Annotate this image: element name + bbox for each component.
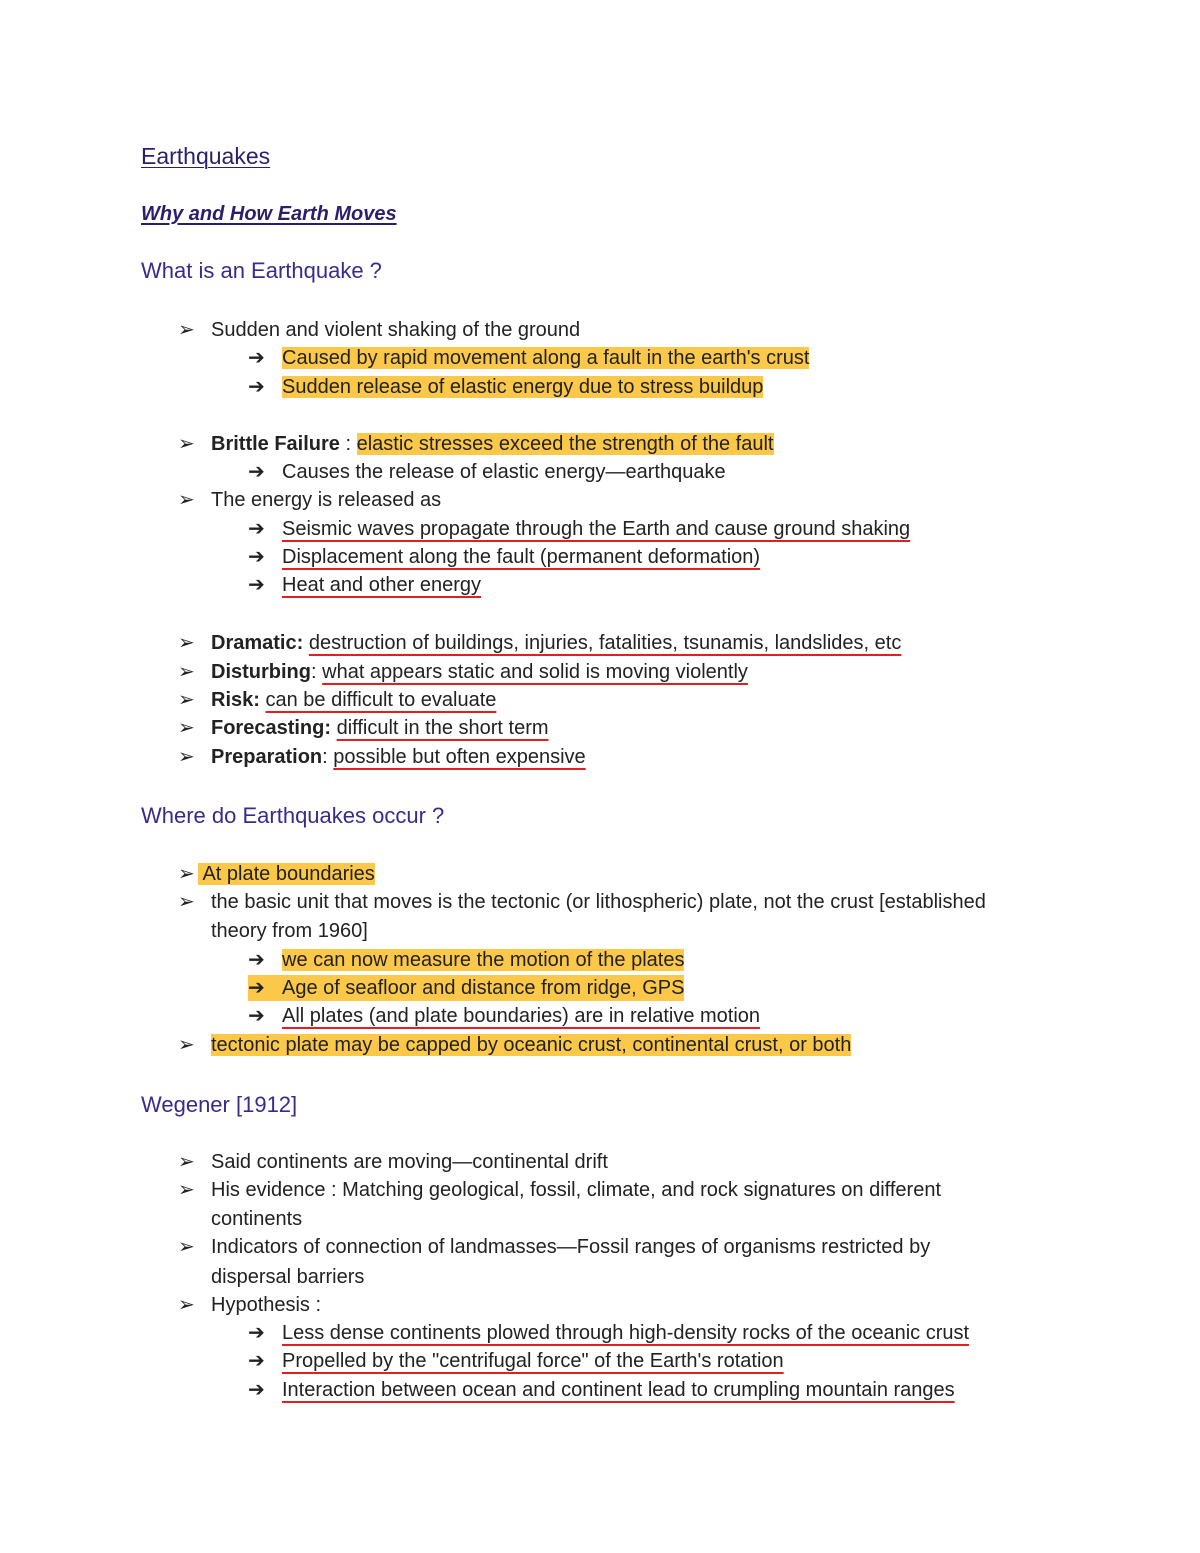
arrow-right-icon: ➔: [248, 1379, 265, 1401]
bullet-arrow-icon: ➢: [178, 632, 195, 654]
document-subtitle: Why and How Earth Moves: [141, 203, 397, 225]
bullet-arrow-icon: ➢: [178, 1179, 195, 1201]
bullet-arrow-icon: ➢: [178, 689, 195, 711]
bullet-arrow-icon: ➢: [178, 433, 195, 455]
section-heading-where-occur: Where do Earthquakes occur ?: [141, 803, 445, 828]
sub-list-item: [248, 947, 684, 973]
list-item-continuation: dispersal barriers: [211, 1266, 365, 1288]
list-item: ➢ Disturbing: what appears static and solid is moving violently: [178, 661, 748, 683]
arrow-right-icon: ➔: [248, 977, 265, 999]
term-label: Disturbing: [211, 661, 311, 683]
underlined-text: Seismic waves propagate through the Earth and cause ground shaking: [282, 518, 911, 540]
underlined-text: destruction of buildings, injuries, fatalities, tsunamis, landslides, etc: [308, 632, 902, 654]
arrow-right-icon: ➔: [248, 1322, 265, 1344]
underlined-text: Heat and other energy: [282, 574, 482, 596]
list-item: ➢ Sudden and violent shaking of the ground: [178, 319, 581, 341]
list-item: ➢ Preparation: possible but often expensive: [178, 746, 586, 768]
list-item-continuation: theory from 1960]: [211, 920, 368, 942]
section-heading-wegener: Wegener [1912]: [141, 1092, 298, 1117]
term-label: Risk:: [211, 689, 260, 711]
list-item: [178, 630, 901, 656]
underlined-text: Propelled by the "centrifugal force" of the Earth's rotation: [282, 1350, 784, 1372]
bullet-arrow-icon: ➢: [178, 1236, 195, 1258]
list-item: ➢ Brittle Failure : elastic stresses exceed the strength of the fault: [178, 433, 774, 455]
bullet-arrow-icon: ➢: [178, 1034, 195, 1056]
bullet-arrow-icon: ➢: [178, 489, 195, 511]
arrow-right-icon: ➔: [248, 376, 265, 398]
bullet-arrow-icon: ➢: [178, 863, 195, 885]
list-item: ➢ Indicators of connection of landmasses—Fossil ranges of organisms restricted by: [178, 1236, 931, 1258]
list-item: [178, 1032, 851, 1058]
sub-list-item: [248, 1348, 784, 1374]
highlighted-text: Sudden release of elastic energy due to stress buildup: [282, 376, 764, 398]
highlighted-text: Caused by rapid movement along a fault in the earth's crust: [282, 347, 810, 369]
term-label: Preparation: [211, 746, 323, 768]
sub-list-item: [248, 516, 910, 542]
sub-list-item: ➔ Causes the release of elastic energy—earthquake: [248, 461, 726, 483]
document-title: Earthquakes: [141, 143, 271, 169]
highlighted-text: At plate boundaries: [198, 863, 375, 885]
bullet-arrow-icon: ➢: [178, 319, 195, 341]
arrow-right-icon: ➔: [248, 574, 265, 596]
bullet-arrow-icon: ➢: [178, 1151, 195, 1173]
arrow-right-icon: ➔: [248, 546, 265, 568]
bullet-arrow-icon: ➢: [178, 891, 195, 913]
underlined-text: All plates (and plate boundaries) are in relative motion: [282, 1005, 761, 1027]
arrow-right-icon: ➔: [248, 347, 265, 369]
bullet-arrow-icon: ➢: [178, 1294, 195, 1316]
list-item: ➢ Hypothesis :: [178, 1294, 322, 1316]
list-item: [178, 715, 549, 741]
bullet-arrow-icon: ➢: [178, 746, 195, 768]
arrow-right-icon: ➔: [248, 518, 265, 540]
list-item: ➢ The energy is released as: [178, 489, 442, 511]
list-item: [178, 861, 375, 887]
highlighted-text: elastic stresses exceed the strength of the fault: [356, 433, 774, 455]
arrow-right-icon: ➔: [248, 1005, 265, 1027]
list-item: [178, 687, 496, 713]
bullet-arrow-icon: ➢: [178, 717, 195, 739]
bullet-arrow-icon: ➢: [178, 661, 195, 683]
underlined-text: Displacement along the fault (permanent deformation): [282, 546, 761, 568]
arrow-right-icon: ➔: [248, 1350, 265, 1372]
underlined-text: can be difficult to evaluate: [265, 689, 497, 711]
sub-list-item: [248, 345, 809, 371]
term-label: Dramatic:: [211, 632, 304, 654]
arrow-right-icon: ➔: [248, 461, 265, 483]
term-label: Forecasting:: [211, 717, 332, 739]
underlined-text: difficult in the short term: [336, 717, 549, 739]
sub-list-item: [248, 1320, 969, 1346]
underlined-text: Interaction between ocean and continent lead to crumpling mountain ranges: [282, 1379, 955, 1401]
sub-list-item: [248, 1377, 955, 1403]
list-item: ➢ Said continents are moving—continental drift: [178, 1151, 608, 1173]
section-heading-what-is-earthquake: What is an Earthquake ?: [141, 258, 382, 283]
sub-list-item: [248, 374, 763, 400]
highlighted-text: ➔ Age of seafloor and distance from ridge, GPS: [248, 977, 685, 999]
sub-list-item: [248, 975, 684, 1001]
highlighted-text: we can now measure the motion of the plates: [282, 949, 685, 971]
list-item-continuation: continents: [211, 1208, 303, 1230]
list-item: ➢ His evidence : Matching geological, fossil, climate, and rock signatures on different: [178, 1179, 942, 1201]
highlighted-text: tectonic plate may be capped by oceanic crust, continental crust, or both: [211, 1034, 852, 1056]
sub-list-item: [248, 1003, 760, 1029]
term-label: Brittle Failure: [211, 433, 340, 455]
underlined-text: what appears static and solid is moving violently: [322, 661, 748, 683]
list-item: ➢ the basic unit that moves is the tectonic (or lithospheric) plate, not the crust [established: [178, 891, 986, 913]
arrow-right-icon: ➔: [248, 949, 265, 971]
underlined-text: Less dense continents plowed through high-density rocks of the oceanic crust: [282, 1322, 970, 1344]
sub-list-item: [248, 572, 481, 598]
sub-list-item: [248, 544, 760, 570]
underlined-text: possible but often expensive: [333, 746, 586, 768]
